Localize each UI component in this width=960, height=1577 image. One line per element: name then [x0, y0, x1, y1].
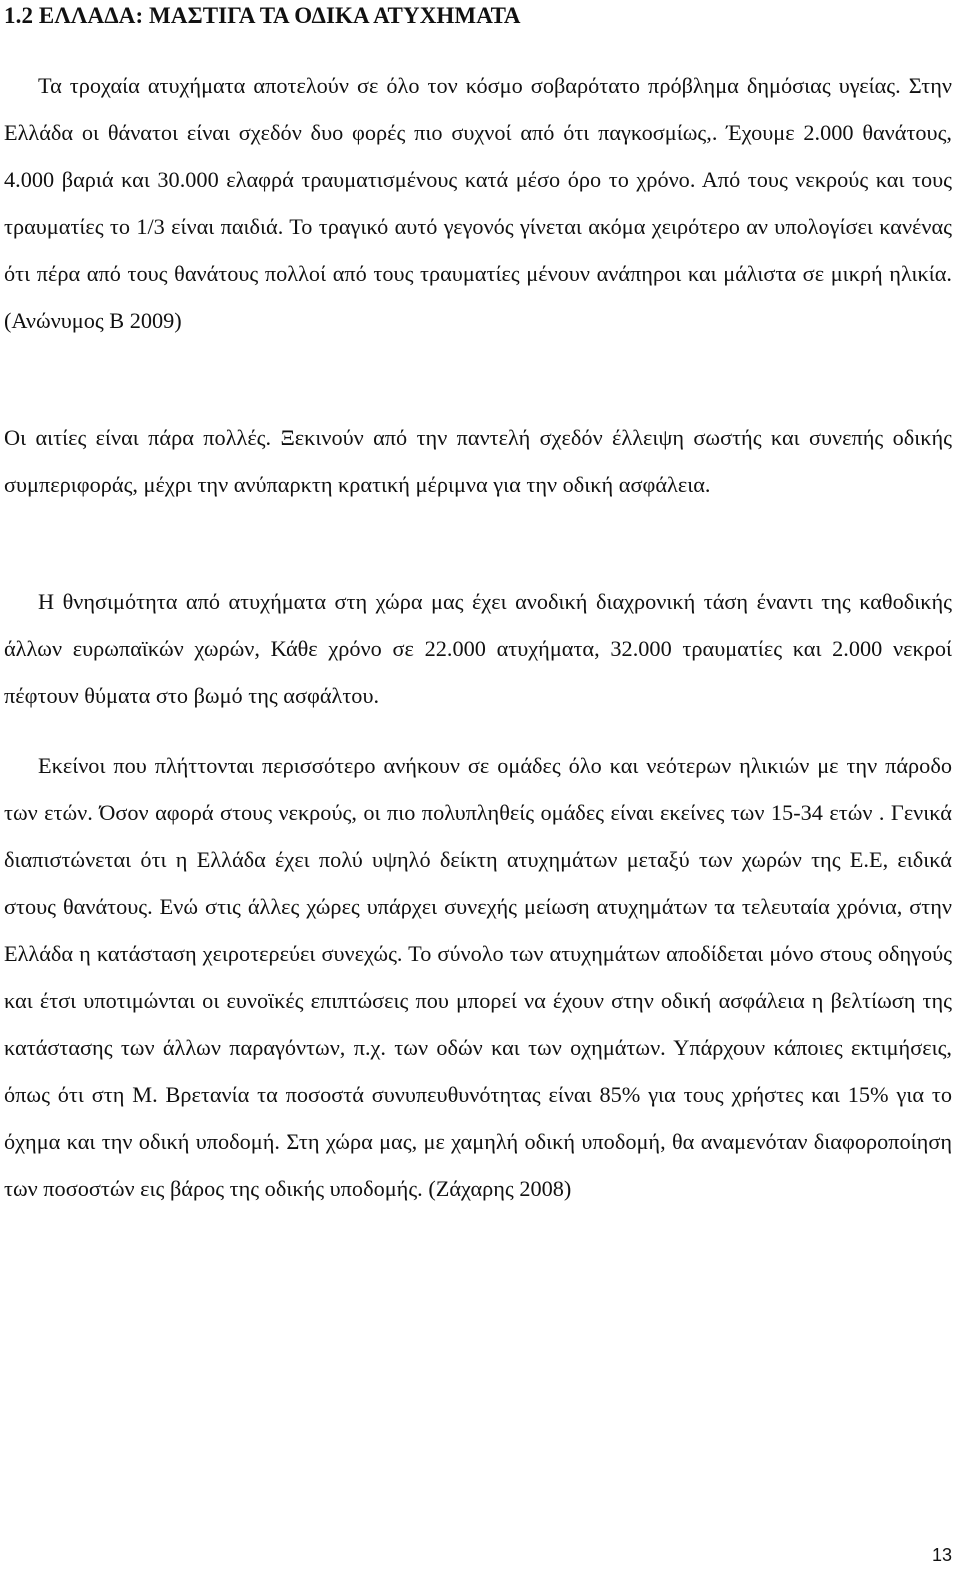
paragraph-mortality: Η θνησιμότητα από ατυχήματα στη χώρα μας έχει ανοδική διαχρονική τάση έναντι της καθοδικής άλλων ευρωπαϊκών χωρών, Κάθε χρόνο σε 22.000 ατυχήματα, 32.000 τραυματίες και 2.000 νεκροί πέφτουν θύματα στο βωμό της ασφάλτου.	[4, 589, 952, 708]
paragraph-intro: Τα τροχαία ατυχήματα αποτελούν σε όλο τον κόσμο σοβαρότατο πρόβλημα δημόσιας υγείας. Στην Ελλάδα οι θάνατοι είναι σχεδόν δυο φορές πιο συχνοί από ότι παγκοσμίως,. Έχουμε 2.000 θανάτους, 4.000 βαριά και 30.000 ελαφρά τραυματισμένους κατά μέσο όρο το χρόνο. Από τους νεκρούς και τους τραυματίες το 1/3 είναι παιδιά. Το τραγικό αυτό γεγονός γίνεται ακόμα χειρότερο αν υπολογίσει κανένας ότι πέρα από τους θανάτους πολλοί από τους τραυματίες μένουν ανάπηροι και μάλιστα σε μικρή ηλικία.(Ανώνυμος Β 2009)	[4, 73, 952, 333]
paragraph-affected-groups: Εκείνοι που πλήττονται περισσότερο ανήκουν σε ομάδες όλο και νεότερων ηλικιών με την πάροδο των ετών. Όσον αφορά στους νεκρούς, οι πιο πολυπληθείς ομάδες είναι εκείνες των 15-34 ετών . Γενικά διαπιστώνεται ότι η Ελλάδα έχει πολύ υψηλό δείκτη ατυχημάτων μεταξύ των χωρών της Ε.Ε, ειδικά στους θανάτους. Ενώ στις άλλες χώρες υπάρχει συνεχής μείωση ατυχημάτων τα τελευταία χρόνια, στην Ελλάδα η κατάσταση χειροτερεύει συνεχώς. Το σύνολο των ατυχημάτων αποδίδεται μόνο στους οδηγούς και έτσι υποτιμώνται οι ευνοϊκές επιπτώσεις που μπορεί να έχουν στην οδική ασφάλεια η βελτίωση της κατάστασης των άλλων παραγόντων, π.χ. των οδών και των οχημάτων. Υπάρχουν κάποιες εκτιμήσεις, όπως ότι στη Μ. Βρετανία τα ποσοστά συνυπευθυνότητας είναι 85% για τους χρήστες και 15% για το όχημα και την οδική υποδομή. Στη χώρα μας, με χαμηλή οδική υποδομή, θα αναμενόταν διαφοροποίηση των ποσοστών εις βάρος της οδικής υποδομής. (Ζάχαρης 2008)	[4, 753, 952, 1201]
page-number: 13	[931, 1545, 952, 1565]
paragraph-causes: Οι αιτίες είναι πάρα πολλές. Ξεκινούν από την παντελή σχεδόν έλλειψη σωστής και συνεπής οδικής συμπεριφοράς, μέχρι την ανύπαρκτη κρατική μέριμνα για την οδική ασφάλεια.	[4, 425, 952, 497]
section-heading: 1.2 ΕΛΛΑΔΑ: ΜΑΣΤΙΓΑ ΤΑ ΟΔΙΚΑ ΑΤΥΧΗΜΑΤΑ	[4, 3, 521, 28]
